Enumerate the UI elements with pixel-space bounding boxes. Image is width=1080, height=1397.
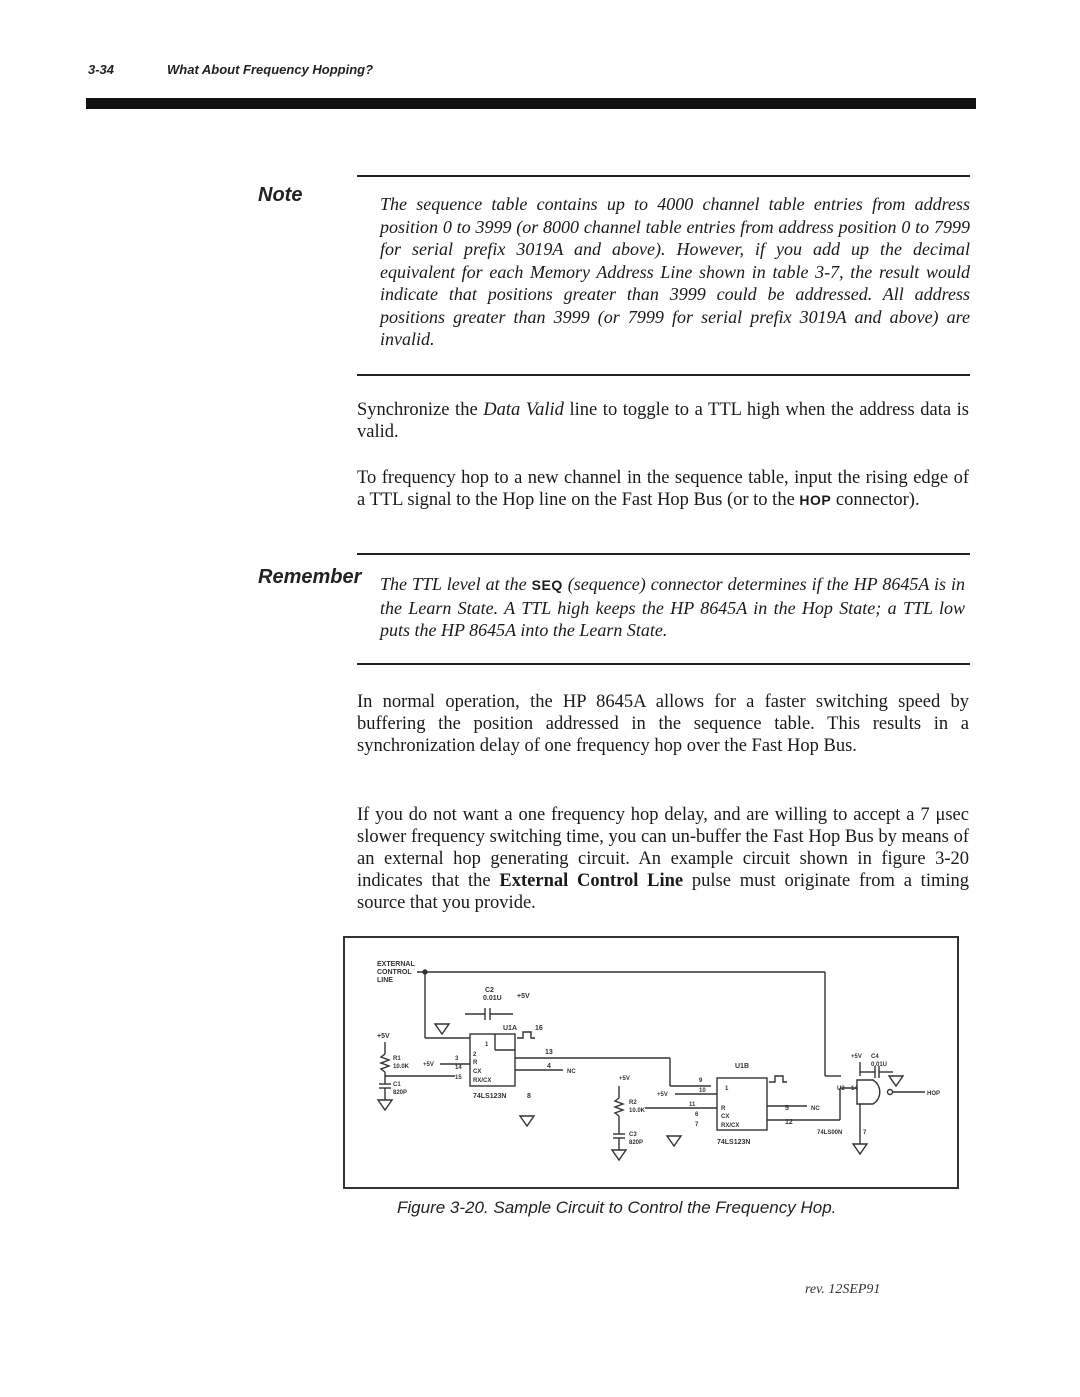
svg-text:+5V: +5V [851,1054,862,1060]
svg-text:10: 10 [699,1088,706,1094]
svg-text:16: 16 [535,1025,543,1032]
svg-text:4: 4 [547,1063,551,1070]
ext-label-3: LINE [377,977,393,984]
svg-text:CX: CX [473,1069,482,1075]
page-number: 3-34 [88,62,115,77]
remember-label: Remember [258,566,362,588]
svg-text:15: 15 [455,1075,462,1081]
note-top-rule [357,175,970,177]
svg-text:C4: C4 [871,1054,879,1060]
svg-text:1: 1 [725,1086,729,1092]
note-bottom-rule [357,374,970,376]
note-text: The sequence table contains up to 4000 channel table entries from address position 0 to 3999 (or 8000 channel table entries from address position 0 to 7999 for serial prefix 3019A and above). However, if you add up the decimal equivalent for each Memory Address Line shown in table 3-7, the result would indicate that positions greater than 3999 could be addressed. All address positions greater than 3999 (or 7999 for serial prefix 3019A and above) are invalid. [380,194,970,349]
ext-label-2: CONTROL [377,969,412,976]
svg-text:U2: U2 [837,1086,845,1092]
svg-text:13: 13 [545,1049,553,1056]
svg-text:7: 7 [695,1122,699,1128]
svg-text:NC: NC [811,1106,820,1112]
svg-text:10.0K: 10.0K [629,1108,646,1114]
circuit-figure [343,936,959,1189]
svg-text:+5V: +5V [517,993,530,1000]
running-header-title: What About Frequency Hopping? [167,62,374,77]
note-label: Note [258,184,303,206]
circuit-schematic [345,938,957,1187]
svg-text:74LS00N: 74LS00N [817,1130,843,1136]
remember-bottom-rule [357,663,970,665]
remember-text: The TTL level at the SEQ (sequence) connector determines if the HP 8645A is in the Learn State. A TTL high keeps the HP 8645A in the Hop State; a TTL low puts the HP 8645A into the Learn State. [380,574,965,640]
svg-text:R: R [473,1060,478,1066]
svg-text:RX/CX: RX/CX [721,1123,740,1129]
svg-text:R: R [721,1106,726,1112]
svg-text:1: 1 [485,1042,489,1048]
remember-top-rule [357,553,970,555]
svg-text:6: 6 [695,1112,699,1118]
svg-text:14: 14 [851,1086,858,1092]
svg-text:820P: 820P [629,1140,644,1146]
svg-text:74LS123N: 74LS123N [717,1139,751,1146]
svg-text:+5V: +5V [657,1092,668,1098]
svg-text:9: 9 [699,1078,703,1084]
svg-text:0.01U: 0.01U [871,1062,888,1068]
svg-text:5: 5 [785,1105,789,1112]
svg-text:RX/CX: RX/CX [473,1078,492,1084]
svg-text:R2: R2 [629,1100,637,1106]
svg-text:820P: 820P [393,1090,408,1096]
svg-text:3: 3 [455,1056,459,1062]
svg-text:7: 7 [863,1130,867,1136]
svg-text:C2: C2 [485,987,494,994]
paragraph-normal-operation: In normal operation, the HP 8645A allows for a faster switching speed by buffering the position addressed in the sequence table. This results in a synchronization delay of one frequency hop over the Fast Hop Bus. [357,692,969,756]
svg-text:11: 11 [689,1102,696,1108]
svg-text:0.01U: 0.01U [483,995,502,1002]
paragraph-data-valid: Synchronize the Data Valid line to toggle to a TTL high when the address data is valid. [357,400,970,442]
svg-text:U1B: U1B [735,1063,750,1070]
svg-text:+5V: +5V [377,1033,390,1040]
svg-text:NC: NC [567,1069,576,1075]
figure-caption: Figure 3-20. Sample Circuit to Control the Frequency Hop. [397,1198,837,1217]
paragraph-hop-input: To frequency hop to a new channel in the sequence table, input the rising edge of a TTL signal to the Hop line on the Fast Hop Bus (or to the HOP connector). [357,468,969,510]
svg-text:C1: C1 [393,1082,401,1088]
svg-text:+5V: +5V [619,1076,630,1082]
svg-text:U1A: U1A [503,1025,518,1032]
paragraph-unbuffer: If you do not want a one frequency hop delay, and are willing to accept a 7 μsec slower frequency switching time, you can un-buffer the Fast Hop Bus by means of an external hop generating circuit. An example circuit shown in figure 3-20 indicates that the External Control Line pulse must originate from a timing source that you provide. [357,805,969,913]
svg-text:10.0K: 10.0K [393,1064,410,1070]
svg-text:HOP: HOP [927,1091,941,1097]
svg-text:2: 2 [473,1052,477,1058]
svg-text:14: 14 [455,1065,462,1071]
revision-date: rev. 12SEP91 [805,1282,881,1297]
svg-text:12: 12 [785,1119,793,1126]
svg-text:R1: R1 [393,1056,401,1062]
svg-text:74LS123N: 74LS123N [473,1093,507,1100]
svg-text:+5V: +5V [423,1062,434,1068]
svg-text:CX: CX [721,1114,730,1120]
svg-text:C3: C3 [629,1132,637,1138]
ext-label-1: EXTERNAL [377,961,415,968]
header-rule [86,98,976,109]
svg-text:8: 8 [527,1093,531,1100]
